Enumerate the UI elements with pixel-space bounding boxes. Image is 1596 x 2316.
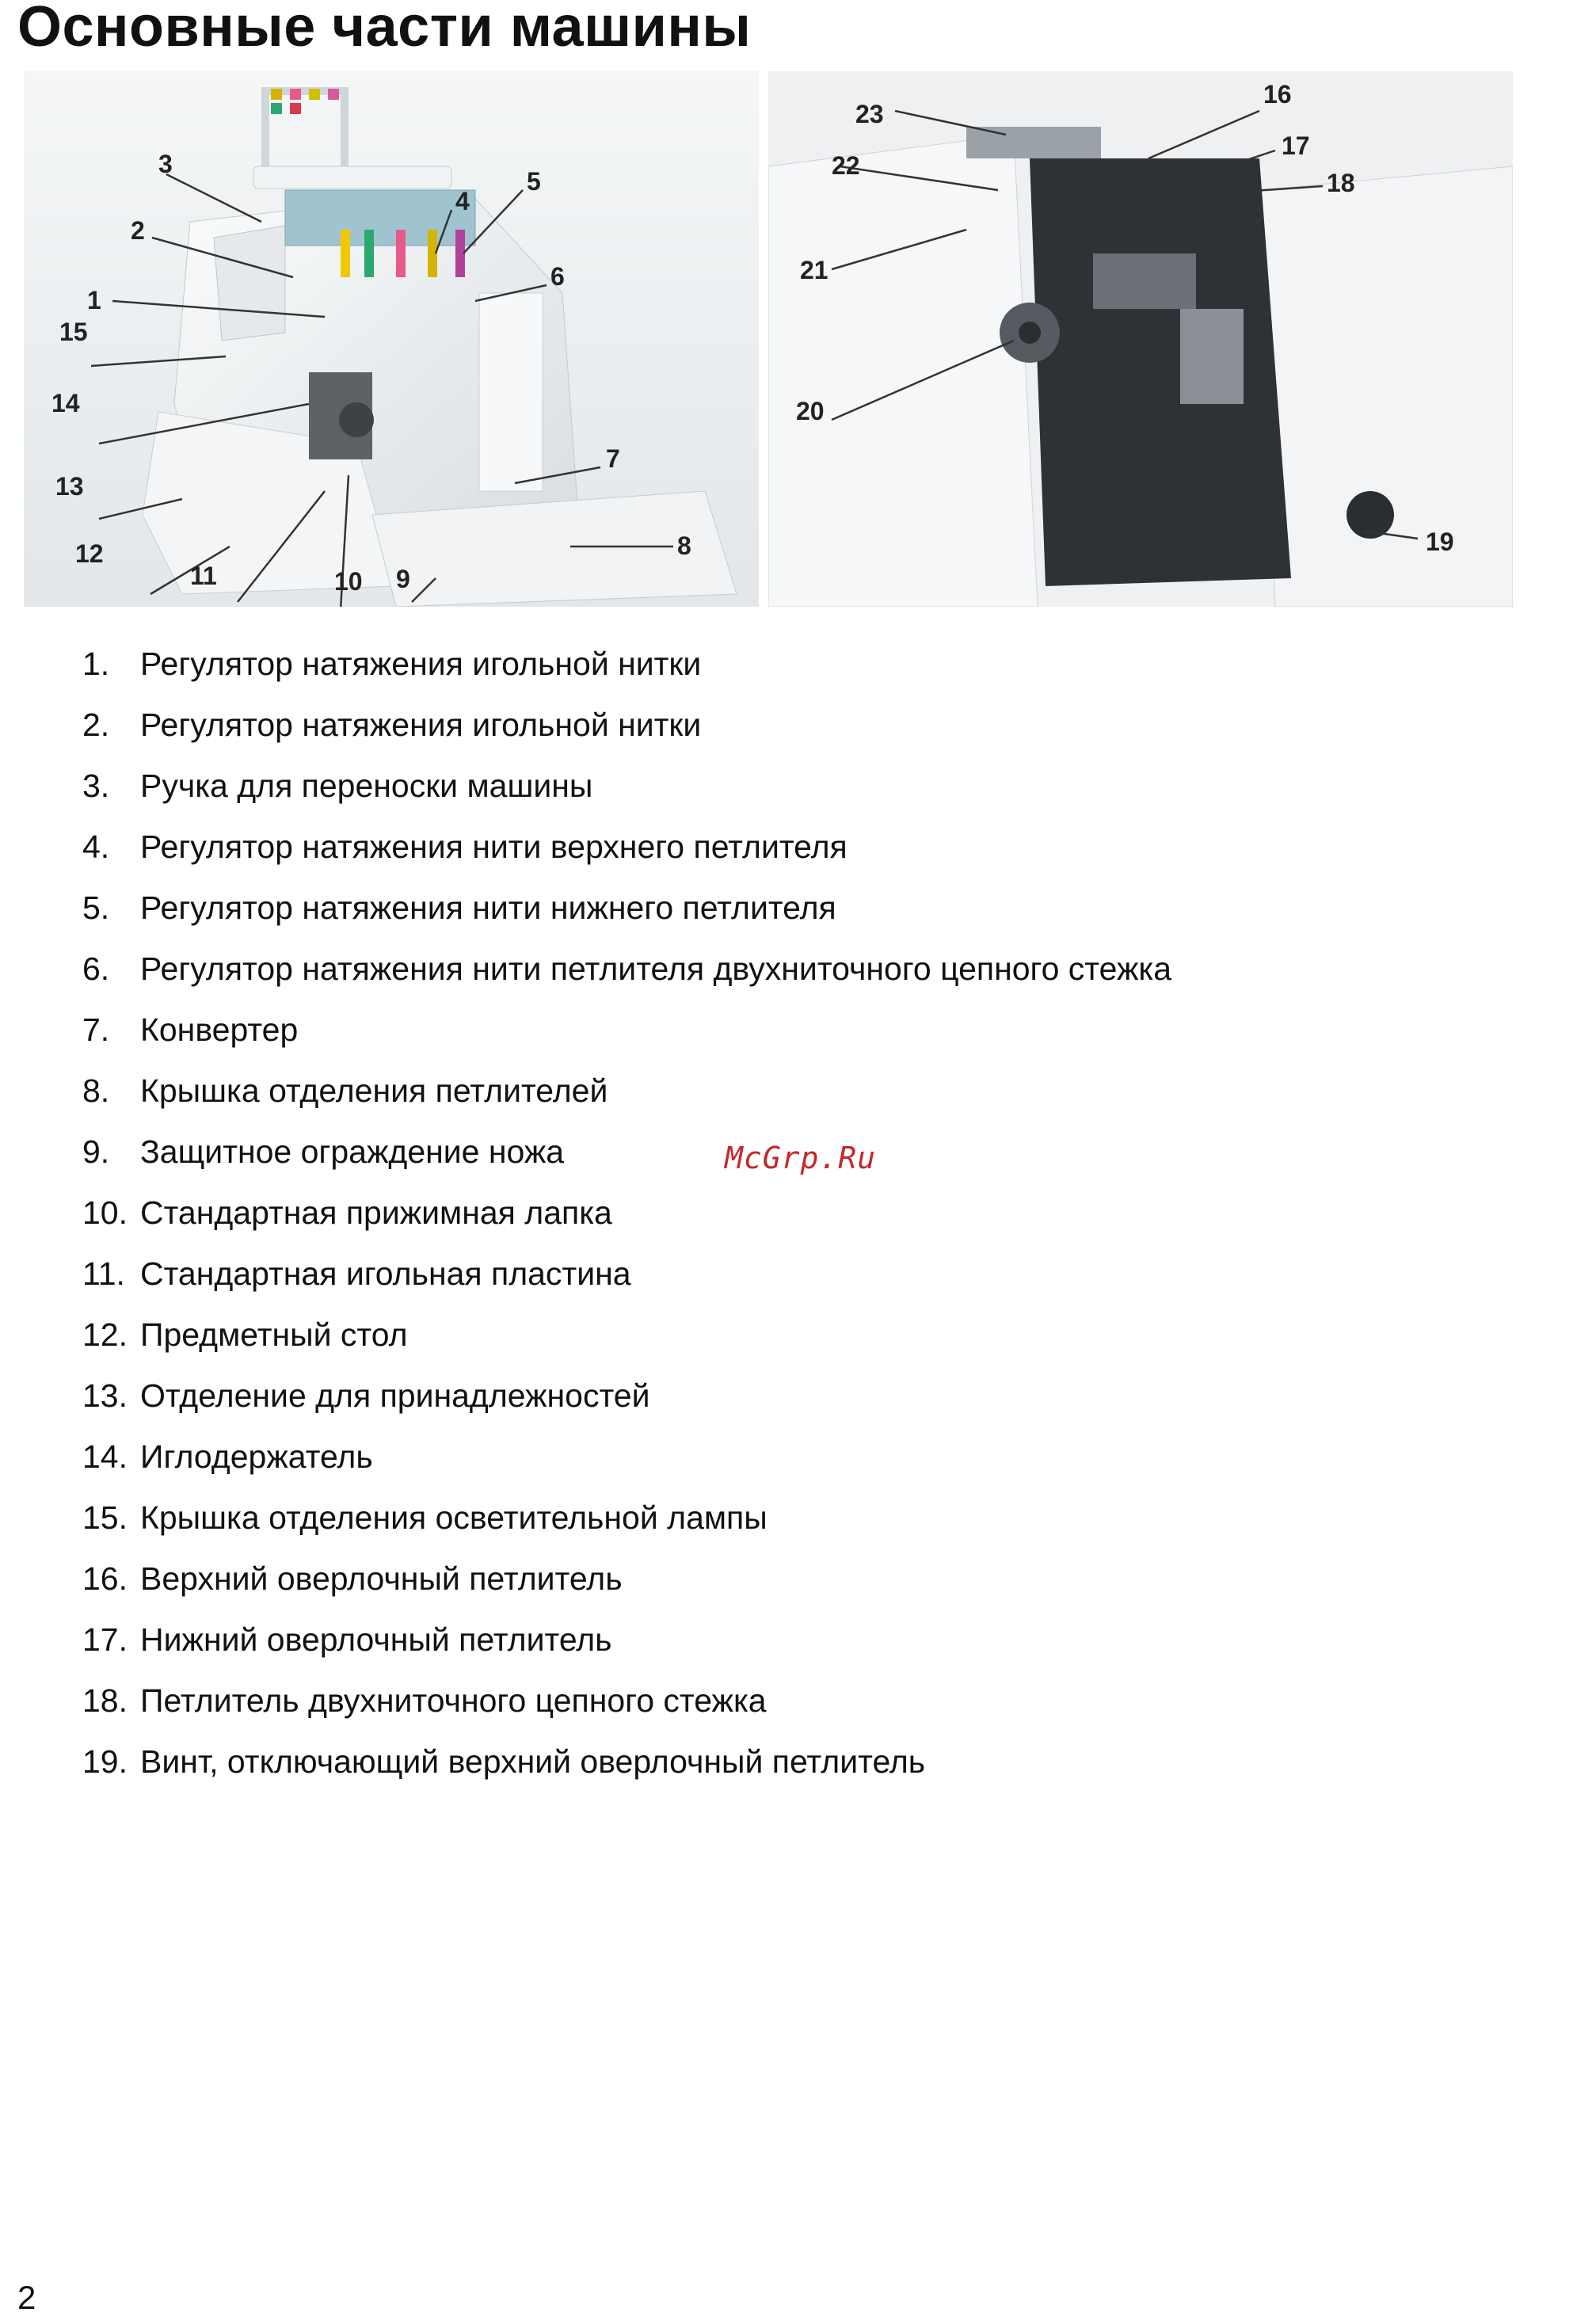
callout-23: 23 — [855, 100, 884, 128]
list-item — [82, 1609, 1171, 1670]
item-number: 14. — [82, 1438, 128, 1475]
item-text: Конвертер — [140, 1011, 299, 1048]
item-text: Регулятор натяжения игольной нитки — [140, 707, 702, 743]
list-item — [82, 1122, 1171, 1183]
item-number: 5. — [82, 889, 110, 926]
item-number: 18. — [82, 1682, 128, 1719]
item-number: 11. — [82, 1255, 125, 1292]
list-item — [82, 1731, 1171, 1792]
list-item — [82, 634, 1171, 695]
callout-5: 5 — [527, 167, 541, 196]
callout-14: 14 — [51, 389, 80, 417]
item-text: Крышка отделения петлителей — [140, 1072, 608, 1109]
page-title: Основные части машины — [17, 0, 752, 59]
list-item — [82, 1366, 1171, 1427]
list-item — [82, 1670, 1171, 1731]
list-item — [82, 1548, 1171, 1609]
callout-7: 7 — [606, 444, 620, 473]
item-text: Стандартная прижимная лапка — [140, 1194, 612, 1231]
item-text: Регулятор натяжения нити нижнего петлителя — [140, 889, 836, 926]
list-item — [82, 1305, 1171, 1366]
item-number: 7. — [82, 1011, 110, 1048]
item-number: 10. — [82, 1194, 128, 1231]
callout-4: 4 — [455, 187, 470, 215]
callout-15: 15 — [59, 318, 88, 346]
callout-8: 8 — [677, 531, 691, 560]
item-text: Петлитель двухниточного цепного стежка — [140, 1682, 767, 1719]
callout-1: 1 — [87, 286, 101, 314]
callout-9: 9 — [396, 565, 410, 593]
item-number: 12. — [82, 1316, 128, 1353]
item-number: 17. — [82, 1621, 128, 1658]
item-number: 4. — [82, 829, 110, 865]
callout-21: 21 — [800, 256, 828, 284]
item-number: 16. — [82, 1560, 128, 1597]
callout-10: 10 — [334, 567, 363, 596]
callout-18: 18 — [1327, 169, 1355, 197]
list-item — [82, 1427, 1171, 1487]
callout-20: 20 — [796, 397, 825, 425]
list-item — [82, 817, 1171, 878]
item-number: 19. — [82, 1743, 128, 1780]
watermark: McGrp.Ru — [725, 1141, 877, 1175]
callout-6: 6 — [550, 262, 565, 291]
item-text: Иглодержатель — [140, 1438, 373, 1475]
machine-figure — [24, 71, 1513, 607]
parts-list — [82, 634, 1171, 1792]
item-text: Отделение для принадлежностей — [140, 1377, 650, 1414]
item-number: 2. — [82, 707, 110, 743]
item-number: 3. — [82, 768, 110, 804]
item-number: 9. — [82, 1133, 110, 1170]
list-item — [82, 695, 1171, 756]
callout-3: 3 — [158, 150, 173, 178]
page-number: 2 — [17, 2279, 36, 2316]
item-number: 13. — [82, 1377, 128, 1414]
callout-2: 2 — [131, 216, 145, 245]
item-text: Предметный стол — [140, 1316, 408, 1353]
list-item — [82, 1000, 1171, 1061]
item-text: Ручка для переноски машины — [140, 768, 593, 804]
looper-closeup-image — [768, 71, 1513, 607]
item-text: Регулятор натяжения нити петлителя двухниточного цепного стежка — [140, 950, 1172, 987]
list-item — [82, 1183, 1171, 1244]
item-number: 15. — [82, 1499, 128, 1536]
item-number: 1. — [82, 646, 110, 682]
list-item — [82, 878, 1171, 939]
callout-19: 19 — [1426, 528, 1454, 556]
item-number: 6. — [82, 950, 110, 987]
list-item — [82, 756, 1171, 817]
callout-17: 17 — [1282, 131, 1310, 160]
item-text: Защитное ограждение ножа — [140, 1133, 565, 1170]
item-text: Винт, отключающий верхний оверлочный петлитель — [140, 1743, 926, 1780]
machine-overview-image — [24, 71, 759, 607]
item-text: Регулятор натяжения нити верхнего петлителя — [140, 829, 848, 865]
callout-16: 16 — [1263, 80, 1292, 109]
item-text: Крышка отделения осветительной лампы — [140, 1499, 768, 1536]
callout-22: 22 — [832, 151, 860, 180]
callout-12: 12 — [75, 539, 104, 568]
item-text: Стандартная игольная пластина — [140, 1255, 631, 1292]
list-item — [82, 1061, 1171, 1122]
callout-11: 11 — [190, 562, 217, 590]
callout-13: 13 — [55, 472, 84, 501]
list-item — [82, 1244, 1171, 1305]
item-text: Нижний оверлочный петлитель — [140, 1621, 612, 1658]
item-text: Регулятор натяжения игольной нитки — [140, 646, 702, 682]
item-number: 8. — [82, 1072, 110, 1109]
list-item — [82, 939, 1171, 1000]
item-text: Верхний оверлочный петлитель — [140, 1560, 623, 1597]
list-item — [82, 1487, 1171, 1548]
